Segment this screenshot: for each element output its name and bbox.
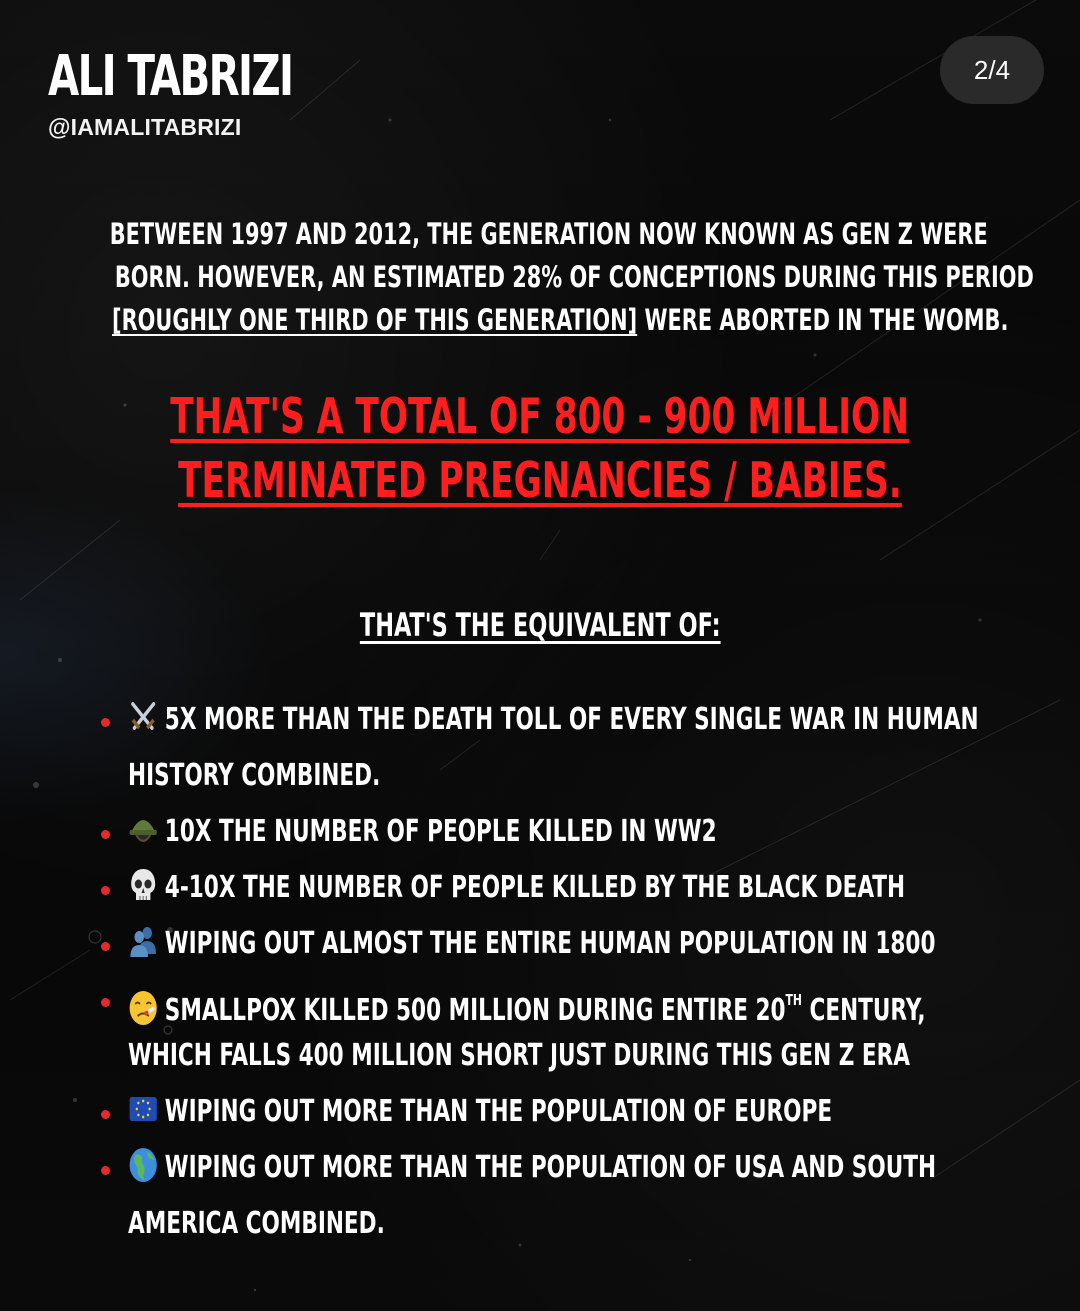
intro-line-3 (0, 298, 1080, 342)
bullet-item-americas-continued: AMERICA COMBINED. (128, 1206, 385, 1241)
bullet-item-americas: WIPING OUT MORE THAN THE POPULATION OF USA AND SOUTH (128, 1140, 1080, 1196)
bullet-dot (101, 886, 110, 895)
bullet-item-smallpox-continued: WHICH FALLS 400 MILLION SHORT JUST DURING THIS GEN Z ERA (128, 1038, 910, 1073)
intro-line-3-rest: WERE ABORTED IN THE WOMB. (637, 303, 1009, 337)
bullet-dot (101, 1166, 110, 1175)
bullet-dot (101, 998, 110, 1007)
headline-line-1: THAT'S A TOTAL OF 800 - 900 MILLION (170, 388, 910, 445)
bullet-dot (101, 718, 110, 727)
intro-underlined-phrase: [ROUGHLY ONE THIRD OF THIS GENERATION] (112, 303, 638, 337)
bullet-dot (101, 1110, 110, 1119)
brand-name: ALI TABRIZI (48, 44, 293, 109)
bullet-item-ww2: 10X THE NUMBER OF PEOPLE KILLED IN WW2 (128, 804, 864, 860)
bullet-item-wars-continued: HISTORY COMBINED. (128, 758, 381, 793)
skull-icon (128, 866, 158, 904)
bullet-dot (101, 942, 110, 951)
equivalent-heading: THAT'S THE EQUIVALENT OF: (359, 606, 721, 644)
bullet-item-population-1800: WIPING OUT ALMOST THE ENTIRE HUMAN POPULATION IN 1800 (128, 916, 1080, 972)
intro-line-2: BORN. HOWEVER, AN ESTIMATED 28% OF CONCEPTIONS DURING THIS PERIOD (114, 260, 1034, 294)
page-indicator-badge: 2/4 (940, 36, 1044, 104)
bullet-item-wars: 5X MORE THAN THE DEATH TOLL OF EVERY SINGLE WAR IN HUMAN (128, 692, 1080, 748)
crossed-swords-icon (128, 698, 158, 736)
military-helmet-icon (128, 810, 158, 848)
bullet-dot (101, 830, 110, 839)
intro-line-1: BETWEEN 1997 AND 2012, THE GENERATION NOW KNOWN AS GEN Z WERE (109, 217, 988, 251)
people-silhouette-icon (128, 922, 158, 960)
bullet-item-europe: WIPING OUT MORE THAN THE POPULATION OF EUROPE (128, 1084, 1008, 1140)
brand-handle: @IAMALITABRIZI (48, 114, 242, 140)
superscript-th: TH (785, 991, 802, 1009)
headline-line-2: TERMINATED PREGNANCIES / BABIES. (178, 452, 902, 509)
eu-flag-icon (128, 1090, 158, 1128)
bullet-item-black-death: 4-10X THE NUMBER OF PEOPLE KILLED BY THE BLACK DEATH (128, 860, 1080, 916)
sick-face-icon (128, 989, 158, 1027)
bullet-item-smallpox: SMALLPOX KILLED 500 MILLION DURING ENTIRE 20TH CENTURY, (128, 972, 1080, 1028)
globe-americas-icon (128, 1146, 158, 1184)
